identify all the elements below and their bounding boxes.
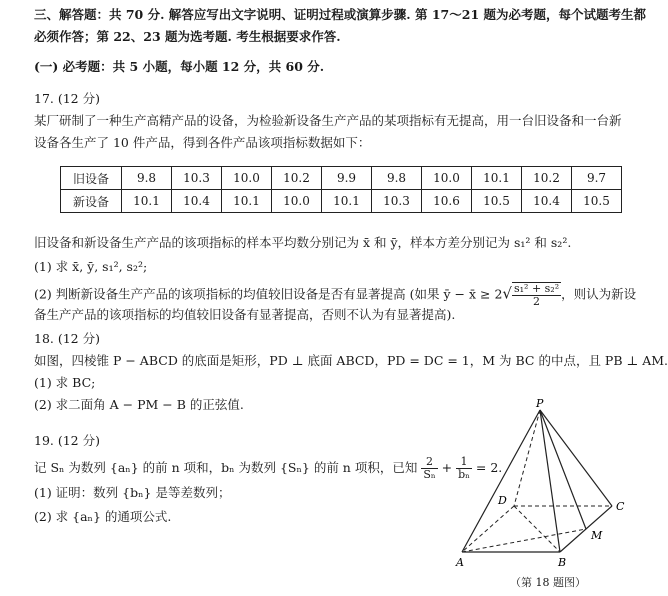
new-value-4: 10.0 bbox=[272, 190, 322, 213]
q17-data-table bbox=[60, 166, 622, 213]
fraction1-denominator: Sₙ bbox=[423, 468, 436, 481]
old-value-4: 10.2 bbox=[272, 167, 322, 190]
vertex-label-B: B bbox=[558, 556, 567, 569]
edge-DA-hidden bbox=[462, 506, 514, 552]
variance-fraction-denominator: 2 bbox=[533, 295, 541, 308]
pyramid-figure bbox=[452, 398, 628, 572]
vertex-label-A: A bbox=[456, 556, 464, 569]
new-value-3: 10.1 bbox=[222, 190, 272, 213]
vertex-label-P: P bbox=[536, 397, 544, 410]
new-device-label: 新设备 bbox=[61, 190, 122, 213]
old-value-5: 9.9 bbox=[322, 167, 372, 190]
fraction2-numerator: 1 bbox=[456, 456, 472, 469]
old-value-8: 10.1 bbox=[472, 167, 522, 190]
q19-text1 bbox=[34, 456, 502, 481]
edge-PC bbox=[540, 410, 612, 506]
q18-text1: 如图，四棱锥 P − ABCD 的底面是矩形，PD ⊥ 底面 ABCD，PD = DC = 1，M 为 BC 的中点，且 PB ⊥ AM. bbox=[34, 353, 668, 368]
q18-number: 18. (12 分) bbox=[34, 331, 100, 346]
q19-text-a: 记 Sₙ 为数列 {aₙ} 的前 n 项和，bₙ 为数列 {Sₙ} 的前 n 项积，已知 bbox=[34, 460, 418, 475]
old-device-label: 旧设备 bbox=[61, 167, 122, 190]
old-value-2: 10.3 bbox=[172, 167, 222, 190]
old-value-6: 9.8 bbox=[372, 167, 422, 190]
required-questions-note: (一) 必考题：共 5 小题，每小题 12 分，共 60 分. bbox=[34, 59, 325, 74]
q17-text3: 旧设备和新设备生产产品的该项指标的样本平均数分别记为 x̄ 和 ȳ，样本方差分别记为 s₁² 和 s₂². bbox=[34, 235, 572, 250]
q17-part2-text-a: (2) 判断新设备生产产品的该项指标的均值较旧设备是否有显著提高 (如果 ȳ − x̄ ≥ 2 bbox=[34, 286, 503, 302]
edge-DB-hidden bbox=[514, 506, 560, 552]
old-value-1: 9.8 bbox=[122, 167, 172, 190]
edge-PA bbox=[462, 410, 540, 552]
variance-fraction bbox=[512, 283, 561, 308]
q17-number: 17. (12 分) bbox=[34, 91, 100, 106]
edge-PB bbox=[540, 410, 560, 552]
old-value-7: 10.0 bbox=[422, 167, 472, 190]
new-value-9: 10.4 bbox=[522, 190, 572, 213]
vertex-label-D: D bbox=[498, 494, 507, 507]
q17-part2-text-b: ，则认为新设 bbox=[561, 286, 637, 302]
q18-part1: (1) 求 BC; bbox=[34, 375, 96, 390]
q18-part2: (2) 求二面角 A − PM − B 的正弦值. bbox=[34, 397, 244, 412]
new-value-2: 10.4 bbox=[172, 190, 222, 213]
q19-text-b: = 2. bbox=[475, 460, 503, 475]
edge-AM-hidden bbox=[462, 529, 586, 552]
new-value-1: 10.1 bbox=[122, 190, 172, 213]
section-heading-line2: 必须作答；第 22、23 题为选考题. 考生根据要求作答. bbox=[34, 29, 341, 44]
old-value-9: 10.2 bbox=[522, 167, 572, 190]
fraction1-numerator: 2 bbox=[421, 456, 437, 469]
variance-fraction-numerator: s₁² + s₂² bbox=[513, 282, 560, 295]
q17-text2: 设备各生产了 10 件产品，得到各件产品该项指标数据如下： bbox=[34, 135, 371, 150]
new-value-5: 10.1 bbox=[322, 190, 372, 213]
plus-sign: + bbox=[441, 460, 453, 475]
section-heading-line1: 三、解答题：共 70 分. 解答应写出文字说明、证明过程或演算步骤. 第 17～21 题为必考题，每个试题考生都 bbox=[34, 7, 647, 22]
vertex-label-M: M bbox=[591, 529, 603, 542]
fraction2-denominator: bₙ bbox=[458, 468, 470, 481]
new-value-10: 10.5 bbox=[572, 190, 622, 213]
sqrt-body bbox=[512, 282, 561, 308]
edge-PD-hidden bbox=[514, 410, 540, 506]
q19-part1: (1) 证明：数列 {bₙ} 是等差数列； bbox=[34, 485, 231, 500]
figure-caption: （第 18 题图） bbox=[510, 576, 586, 589]
vertex-label-C: C bbox=[616, 500, 625, 513]
table-row-old bbox=[61, 167, 622, 190]
table-row-new bbox=[61, 190, 622, 213]
new-value-8: 10.5 bbox=[472, 190, 522, 213]
q17-part2-line1 bbox=[34, 282, 636, 308]
q19-number: 19. (12 分) bbox=[34, 433, 100, 448]
new-value-6: 10.3 bbox=[372, 190, 422, 213]
old-value-10: 9.7 bbox=[572, 167, 622, 190]
edge-PM bbox=[540, 410, 586, 529]
fraction-2-over-sn bbox=[421, 456, 437, 481]
sqrt-sign: √ bbox=[502, 284, 512, 303]
q19-part2: (2) 求 {aₙ} 的通项公式. bbox=[34, 509, 172, 524]
q17-part2-line2: 备生产产品的该项指标的均值较旧设备有显著提高，否则不认为有显著提高). bbox=[34, 307, 456, 322]
old-value-3: 10.0 bbox=[222, 167, 272, 190]
q17-text1: 某厂研制了一种生产高精产品的设备，为检验新设备生产产品的某项指标有无提高，用一台旧设备和一台新 bbox=[34, 113, 622, 128]
q17-part1: (1) 求 x̄, ȳ, s₁², s₂²; bbox=[34, 259, 148, 274]
new-value-7: 10.6 bbox=[422, 190, 472, 213]
